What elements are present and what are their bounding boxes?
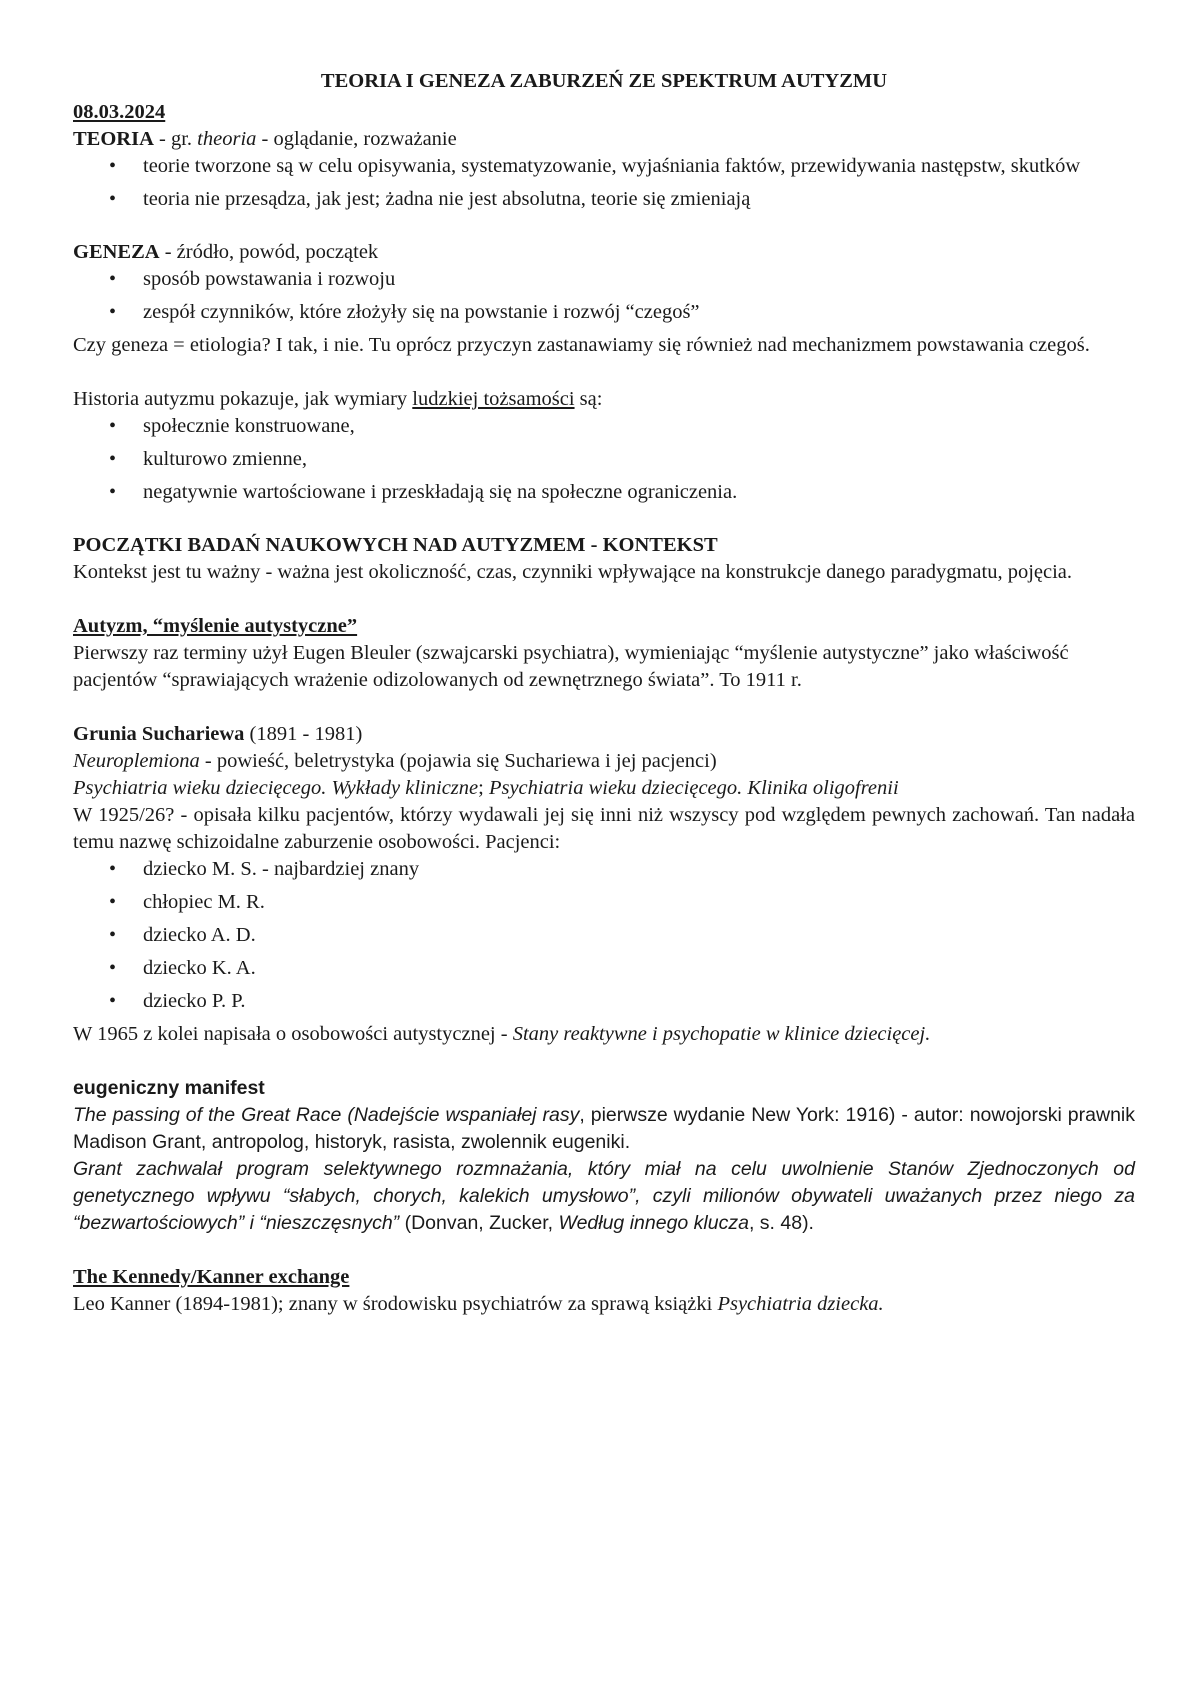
kanner-paragraph: Leo Kanner (1894-1981); znany w środowisku psychiatrów za sprawą książki Psychiatria dziecka. — [73, 1293, 884, 1315]
list-item: • sposób powstawania i rozwoju — [143, 266, 1135, 293]
teoria-definition: TEORIA - gr. theoria - oglądanie, rozważanie — [73, 128, 457, 150]
list-item: • kulturowo zmienne, — [143, 446, 1135, 473]
list-item: • dziecko K. A. — [143, 955, 1135, 982]
list-item: • negatywnie wartościowane i przeskładają się na społeczne ograniczenia. — [143, 479, 1135, 506]
poczatki-paragraph: Kontekst jest tu ważny - ważna jest okoliczność, czas, czynniki wpływające na konstrukcje danego paradygmatu, pojęcia. — [73, 561, 1073, 583]
geneza-definition: GENEZA - źródło, powód, początek — [73, 241, 379, 263]
autyzm-paragraph: Pierwszy raz terminy użył Eugen Bleuler (szwajcarski psychiatra), wymieniając “myślenie autystyczne” jako właściwość pacjentów “sprawiających wrażenie odizolowanych od zewnętrznego świata”. To 1911 r. — [73, 642, 1069, 691]
teoria-list — [73, 153, 1135, 213]
historia-intro: Historia autyzmu pokazuje, jak wymiary ludzkiej tożsamości są: — [73, 388, 603, 410]
manifest-heading: eugeniczny manifest — [73, 1077, 265, 1099]
list-item: • chłopiec M. R. — [143, 889, 1135, 916]
underlined-term: ludzkiej tożsamości — [412, 388, 575, 410]
teoria-label: TEORIA — [73, 128, 154, 150]
historia-list — [73, 413, 1135, 506]
patients-list — [73, 856, 1135, 1015]
sucharewa-novel: Neuroplemiona - powieść, beletrystyka (pojawia się Suchariewa i jej pacjenci) — [73, 750, 717, 772]
list-item: • teoria nie przesądza, jak jest; żadna nie jest absolutna, teorie się zmieniają — [143, 186, 1135, 213]
geneza-paragraph: Czy geneza = etiologia? I tak, i nie. Tu oprócz przyczyn zastanawiamy się również nad mechanizmem powstawania czegoś. — [73, 334, 1090, 356]
list-item: • dziecko A. D. — [143, 922, 1135, 949]
autyzm-heading: Autyzm, “myślenie autystyczne” — [73, 615, 358, 637]
manifest-quote: Grant zachwalał program selektywnego rozmnażania, który miał na celu uwolnienie Stanów Zjednoczonych od genetycznego wpływu “słabych, chorych, kalekich umysłowo”, czyli milionów obywateli uważanych przez niego za “bezwartościowych” i “nieszczęsnych” (Donvan, Zucker, Według innego klucza, s. 48). — [73, 1158, 1135, 1234]
manifest-paragraph: The passing of the Great Race (Nadejście wspaniałej rasy, pierwsze wydanie New York: 1916) - autor: nowojorski prawnik Madison Grant, antropolog, historyk, rasista, zwolennik eugeniki. — [73, 1104, 1135, 1153]
sucharewa-closing: W 1965 z kolei napisała o osobowości autystycznej - Stany reaktywne i psychopatie w klinice dziecięcej. — [73, 1023, 931, 1045]
geneza-list — [73, 266, 1135, 326]
kanner-heading: The Kennedy/Kanner exchange — [73, 1266, 350, 1288]
list-item: • społecznie konstruowane, — [143, 413, 1135, 440]
sucharewa-books: Psychiatria wieku dziecięcego. Wykłady kliniczne; Psychiatria wieku dziecięcego. Klinika oligofrenii — [73, 777, 899, 799]
document-title: TEORIA I GENEZA ZABURZEŃ ZE SPEKTRUM AUTYZMU — [320, 70, 888, 92]
list-item: • teorie tworzone są w celu opisywania, systematyzowanie, wyjaśniania faktów, przewidywania następstw, skutków — [143, 153, 1135, 180]
sucharewa-paragraph: W 1925/26? - opisała kilku pacjentów, którzy wydawali jej się inni niż wszyscy pod względem pewnych zachowań. Tan nadała temu nazwę schizoidalne zaburzenie osobowości. Pacjenci: — [73, 804, 1135, 853]
list-item: • dziecko P. P. — [143, 988, 1135, 1015]
sucharewa-name: Grunia Suchariewa — [73, 723, 245, 745]
poczatki-heading: POCZĄTKI BADAŃ NAUKOWYCH NAD AUTYZMEM - KONTEKST — [73, 534, 718, 556]
sucharewa-heading: Grunia Suchariewa (1891 - 1981) — [73, 723, 363, 745]
teoria-term: theoria — [197, 128, 257, 150]
document-date: 08.03.2024 — [73, 101, 166, 123]
list-item: • dziecko M. S. - najbardziej znany — [143, 856, 1135, 883]
document-page — [73, 68, 1135, 1318]
geneza-label: GENEZA — [73, 241, 160, 263]
list-item: • zespół czynników, które złożyły się na powstanie i rozwój “czegoś” — [143, 299, 1135, 326]
